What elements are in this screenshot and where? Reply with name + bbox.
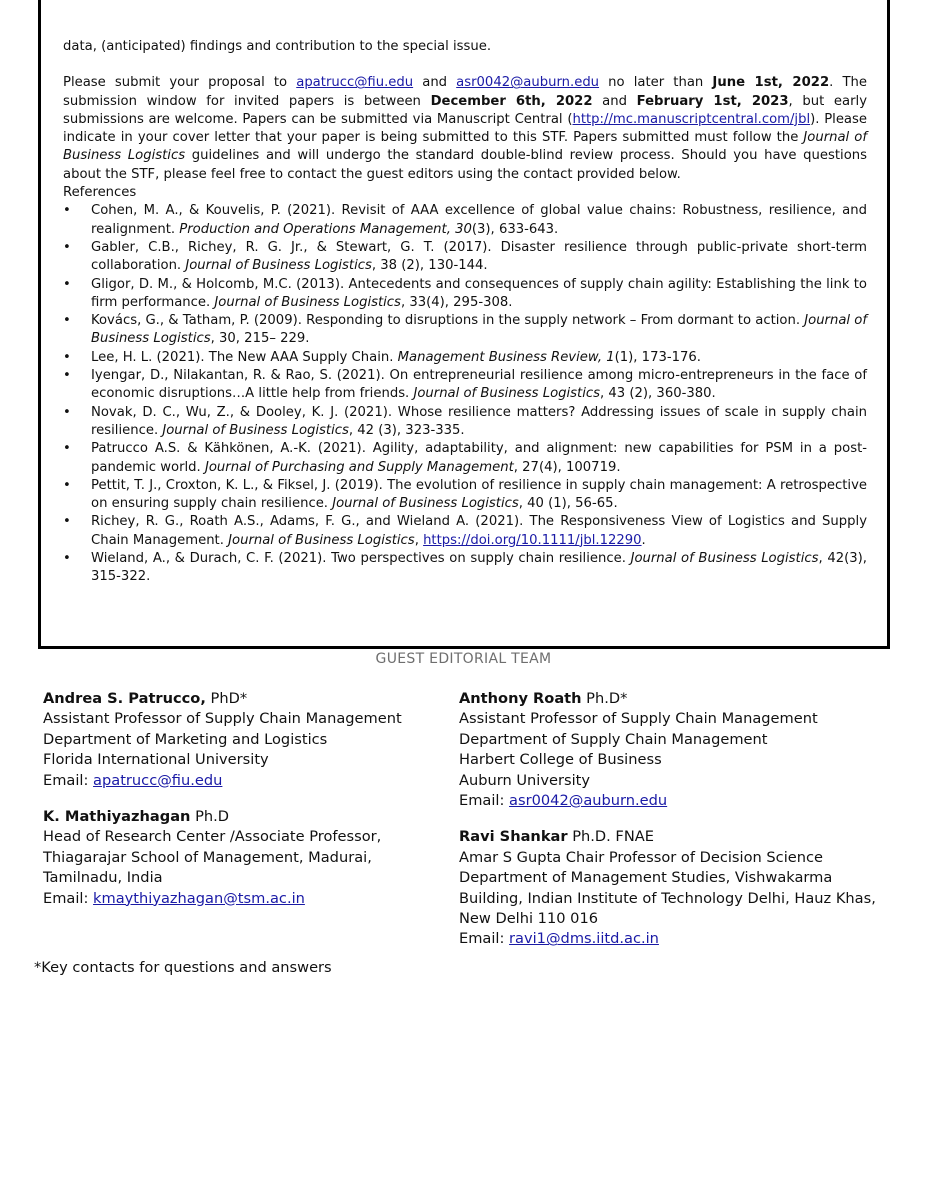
email-link-roath[interactable]: asr0042@auburn.edu	[456, 75, 600, 91]
reference-volume-pages: (3), 633-643.	[471, 221, 559, 237]
submission-text: guidelines and will undergo the standard double-blind review process. Should you have questions about the STF, please feel free to contact the guest editors using the contact provided below.	[63, 148, 867, 182]
reference-journal: Journal of Business Logistics	[630, 551, 819, 567]
reference-journal: Journal of Business Logistics	[332, 496, 519, 512]
reference-volume-pages: , 40 (1), 56-65.	[518, 496, 618, 512]
editor-affiliation-line: Department of Management Studies, Vishwakarma	[459, 869, 833, 887]
editor-name-line	[459, 689, 876, 709]
editor-name-line	[459, 827, 876, 847]
editor-affiliation-line: Florida International University	[43, 751, 269, 769]
proposal-deadline: June 1st, 2022	[712, 75, 830, 91]
reference-volume-pages: , 27(4), 100719.	[513, 459, 621, 475]
reference-item	[63, 440, 867, 477]
editor-affiliation-line: New Delhi 110 016	[459, 910, 599, 928]
submission-paragraph	[63, 74, 867, 184]
reference-item	[63, 477, 867, 514]
reference-authors-title: Kovács, G., & Tatham, P. (2009). Responding to disruptions in the supply network – From dormant to action.	[91, 313, 805, 329]
email-label: Email:	[459, 930, 510, 948]
editor-name-line	[43, 689, 402, 709]
reference-volume-pages: , 42(3), 315-322.	[91, 551, 867, 585]
editor-degree: PhD*	[205, 690, 248, 707]
submission-text: no later than	[599, 75, 713, 91]
editor-affiliation-line: Head of Research Center /Associate Professor,	[43, 828, 382, 846]
submission-text: . The submission window for invited papers is between	[63, 75, 867, 109]
reference-item	[63, 239, 867, 276]
reference-volume-pages: , 33(4), 295-308.	[400, 294, 513, 310]
reference-volume-pages: , 30, 215– 229.	[210, 331, 310, 347]
references-title: References	[63, 185, 137, 201]
reference-journal: Production and Operations Management, 30	[179, 221, 472, 237]
email-label: Email:	[459, 792, 510, 810]
editor-email-link[interactable]: ravi1@dms.iitd.ac.in	[509, 930, 659, 948]
reference-journal: Journal of Business Logistics	[413, 386, 601, 402]
reference-volume-pages: (1), 173-176.	[614, 349, 701, 365]
reference-item	[63, 312, 867, 349]
reference-authors-title: Gabler, C.B., Richey, R. G. Jr., & Stewart, G. T. (2017). Disaster resilience through public-private short-term collaboration.	[91, 239, 867, 274]
editor-affiliation-line: Department of Supply Chain Management	[459, 730, 768, 748]
submission-text: and	[413, 75, 457, 91]
reference-end: .	[641, 532, 646, 548]
editors-left-column	[43, 689, 402, 925]
key-contacts-footnote: *Key contacts for questions and answers	[34, 959, 332, 976]
reference-authors-title: Lee, H. L. (2021). The New AAA Supply Chain.	[91, 349, 398, 365]
reference-journal: Journal of Business Logistics	[185, 258, 372, 274]
editor-email-link[interactable]: apatrucc@fiu.edu	[93, 771, 223, 789]
reference-item	[63, 367, 867, 404]
reference-authors-title: Patrucco A.S. & Kähkönen, A.-K. (2021). Agility, adaptability, and alignment: new capabilities for PSM in a post-pandemic world.	[91, 441, 867, 475]
reference-item	[63, 550, 867, 587]
reference-journal: Journal of Business Logistics	[162, 422, 349, 438]
editor-email-link[interactable]: asr0042@auburn.edu	[509, 792, 668, 810]
editor-entry	[43, 689, 402, 791]
reference-authors-title: Wieland, A., & Durach, C. F. (2021). Two perspectives on supply chain resilience.	[91, 551, 631, 567]
editor-affiliation-line: Building, Indian Institute of Technology Delhi, Hauz Khas,	[459, 889, 876, 907]
email-link-patrucco[interactable]: apatrucc@fiu.edu	[296, 75, 414, 91]
references-list	[63, 202, 867, 586]
reference-journal: Journal of Business Logistics	[91, 313, 867, 347]
reference-authors-title: Novak, D. C., Wu, Z., & Dooley, K. J. (2021). Whose resilience matters? Addressing issues of scale in supply chain resilience.	[91, 404, 867, 438]
reference-journal: Journal of Purchasing and Supply Management	[204, 459, 514, 475]
reference-item	[63, 349, 867, 367]
top-line: data, (anticipated) findings and contribution to the special issue.	[63, 39, 492, 54]
editor-name: Ravi Shankar	[459, 828, 568, 846]
reference-authors-title: Gligor, D. M., & Holcomb, M.C. (2013). Antecedents and consequences of supply chain agility: Establishing the link to firm performance.	[91, 276, 867, 310]
editor-affiliation-line: Tamilnadu, India	[43, 869, 163, 887]
reference-volume-pages: , 42 (3), 323-335.	[348, 422, 465, 438]
editor-degree: Ph.D	[190, 808, 230, 826]
editor-affiliation-line: Thiagarajar School of Management, Madurai,	[43, 848, 372, 866]
reference-journal: Journal of Business Logistics	[228, 532, 415, 548]
email-label: Email:	[43, 771, 94, 789]
editor-affiliation-line: Amar S Gupta Chair Professor of Decision Science	[459, 848, 823, 866]
reference-authors-title: Iyengar, D., Nilakantan, R. & Rao, S. (2021). On entrepreneurial resilience among micro-entrepreneurs in the face of economic disruptions…A little help from friends.	[91, 368, 867, 402]
call-for-papers-box	[38, 0, 890, 649]
reference-volume-pages: ,	[414, 532, 424, 548]
reference-authors-title: Cohen, M. A., & Kouvelis, P. (2021). Revisit of AAA excellence of global value chains: Robustness, resilience, and realignment.	[91, 203, 867, 237]
editor-affiliation-line: Department of Marketing and Logistics	[43, 730, 328, 748]
reference-item	[63, 202, 867, 239]
reference-doi-link[interactable]: https://doi.org/10.1111/jbl.12290	[423, 532, 642, 548]
submission-text: and	[592, 93, 637, 109]
manuscript-central-link[interactable]: http://mc.manuscriptcentral.com/jbl	[572, 111, 811, 127]
submission-text: Please submit your proposal to	[63, 75, 297, 91]
editor-email-line	[43, 771, 402, 791]
editor-degree: Ph.D*	[581, 690, 628, 707]
editor-name: Anthony Roath	[459, 690, 582, 707]
editor-name-line	[43, 807, 402, 827]
editor-affiliation-line: Assistant Professor of Supply Chain Management	[43, 710, 402, 728]
reference-journal: Journal of Business Logistics	[214, 294, 401, 310]
reference-item	[63, 404, 867, 441]
editor-email-line	[459, 929, 876, 949]
editor-affiliation-line: Harbert College of Business	[459, 751, 662, 769]
reference-item	[63, 276, 867, 313]
reference-item	[63, 513, 867, 550]
editor-entry	[459, 689, 876, 811]
submission-text: , but early submissions are welcome. Papers can be submitted via Manuscript Central (	[63, 93, 867, 127]
reference-journal: Management Business Review, 1	[397, 349, 615, 365]
editor-email-link[interactable]: kmaythiyazhagan@tsm.ac.in	[93, 889, 305, 907]
guest-editorial-team-title: GUEST EDITORIAL TEAM	[375, 651, 552, 667]
window-end-date: February 1st, 2023	[636, 93, 789, 109]
editor-degree: Ph.D. FNAE	[567, 828, 654, 846]
editor-name: Andrea S. Patrucco,	[43, 690, 206, 707]
submission-text: ). Please indicate in your cover letter that your paper is being submitted to this STF. Papers submitted must follow the	[63, 111, 867, 146]
journal-name: Journal of Business Logistics	[63, 130, 867, 164]
editor-name: K. Mathiyazhagan	[43, 808, 191, 826]
editors-right-column	[459, 689, 876, 966]
editor-entry	[43, 807, 402, 909]
editor-affiliation-line: Auburn University	[459, 771, 590, 789]
reference-volume-pages: , 43 (2), 360-380.	[600, 386, 716, 402]
reference-authors-title: Pettit, T. J., Croxton, K. L., & Fiksel, J. (2019). The evolution of resilience in supply chain management: A retrospective on ensuring supply chain resilience.	[91, 477, 867, 512]
editor-affiliation-line: Assistant Professor of Supply Chain Management	[459, 710, 818, 728]
email-label: Email:	[43, 889, 94, 907]
reference-authors-title: Richey, R. G., Roath A.S., Adams, F. G., and Wieland A. (2021). The Responsiveness View of Logistics and Supply Chain Management.	[91, 514, 867, 548]
box-content	[63, 38, 867, 587]
editor-email-line	[459, 791, 876, 811]
reference-volume-pages: , 38 (2), 130-144.	[371, 258, 488, 274]
editor-entry	[459, 827, 876, 949]
window-start-date: December 6th, 2022	[430, 93, 593, 109]
editor-email-line	[43, 889, 402, 909]
